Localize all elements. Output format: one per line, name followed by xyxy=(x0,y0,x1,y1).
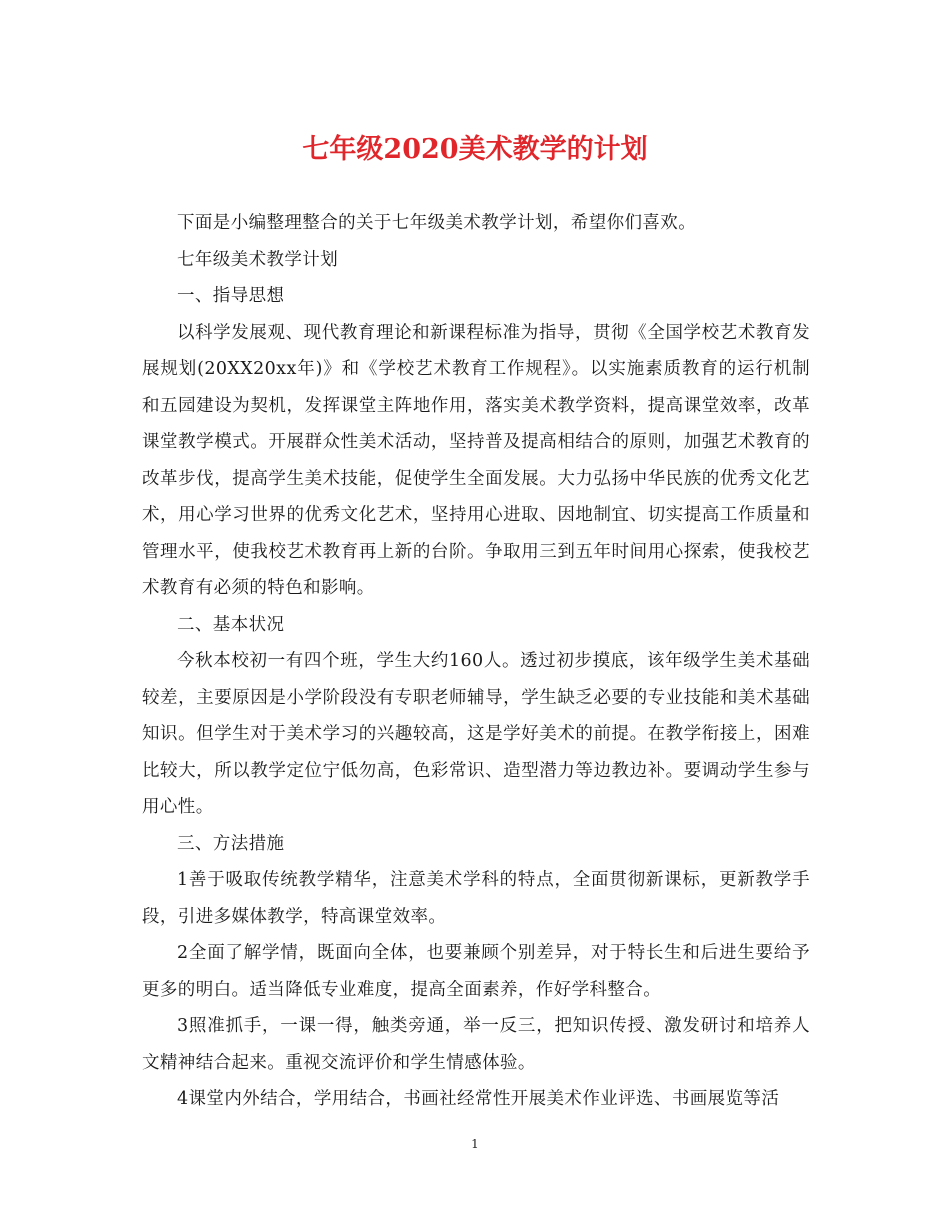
page-number: 1 xyxy=(471,1137,479,1151)
section-heading-methods: 三、方法措施 xyxy=(177,833,285,854)
section-heading-guiding-ideology: 一、指导思想 xyxy=(177,286,285,306)
guiding-ideology-paragraph: 以科学发展观、现代教育理论和新课程标准为指导，贯彻《全国学校艺术教育发展规划(20XX20xx年)》和《学校艺术教育工作规程》。以实施素质教育的运行机制和五园建设为契机，发挥课堂主阵地作用，落实美术教学资料，提高课堂效率，改革课堂教学模式。开展群众性美术活动，坚持普及提高相结合的原则，加强艺术教育的改革步伐，提高学生美术技能，促使学生全面发展。大力弘扬中华民族的优秀文化艺术，用心学习世界的优秀文化艺术，坚持用心进取、因地制宜、切实提高工作质量和管理水平，使我校艺术教育再上新的台阶。争取用三到五年时间用心探索，使我校艺术教育有必须的特色和影响。 xyxy=(142,322,810,598)
intro-paragraph: 下面是小编整理整合的关于七年级美术教学计划，希望你们喜欢。 xyxy=(177,213,697,233)
method-item-4: 4课堂内外结合，学用结合，书画社经常性开展美术作业评选、书画展览等活 xyxy=(177,1089,780,1109)
document-body xyxy=(142,205,810,1118)
document-title: 七年级2020美术教学的计划 xyxy=(302,134,648,165)
subtitle-paragraph: 七年级美术教学计划 xyxy=(177,249,339,270)
basic-situation-paragraph: 今秋本校初一有四个班，学生大约160人。透过初步摸底，该年级学生美术基础较差，主要原因是小学阶段没有专职老师辅导，学生缺乏必要的专业技能和美术基础知识。但学生对于美术学习的兴趣较高，这是学好美术的前提。在教学衔接上，困难比较大，所以教学定位宁低勿高，色彩常识、造型潜力等边教边补。要调动学生参与用心性。 xyxy=(142,651,810,817)
method-item-2: 2全面了解学情，既面向全体，也要兼顾个别差异，对于特长生和后进生要给予更多的明白。适当降低专业难度，提高全面素养，作好学科整合。 xyxy=(142,943,810,1000)
section-heading-basic-situation: 二、基本状况 xyxy=(177,614,285,635)
method-item-1: 1善于吸取传统教学精华，注意美术学科的特点，全面贯彻新课标，更新教学手段，引进多媒体教学，特高课堂效率。 xyxy=(142,870,810,927)
method-item-3: 3照准抓手，一课一得，触类旁通，举一反三，把知识传授、激发研讨和培养人文精神结合起来。重视交流评价和学生情感体验。 xyxy=(142,1016,810,1073)
